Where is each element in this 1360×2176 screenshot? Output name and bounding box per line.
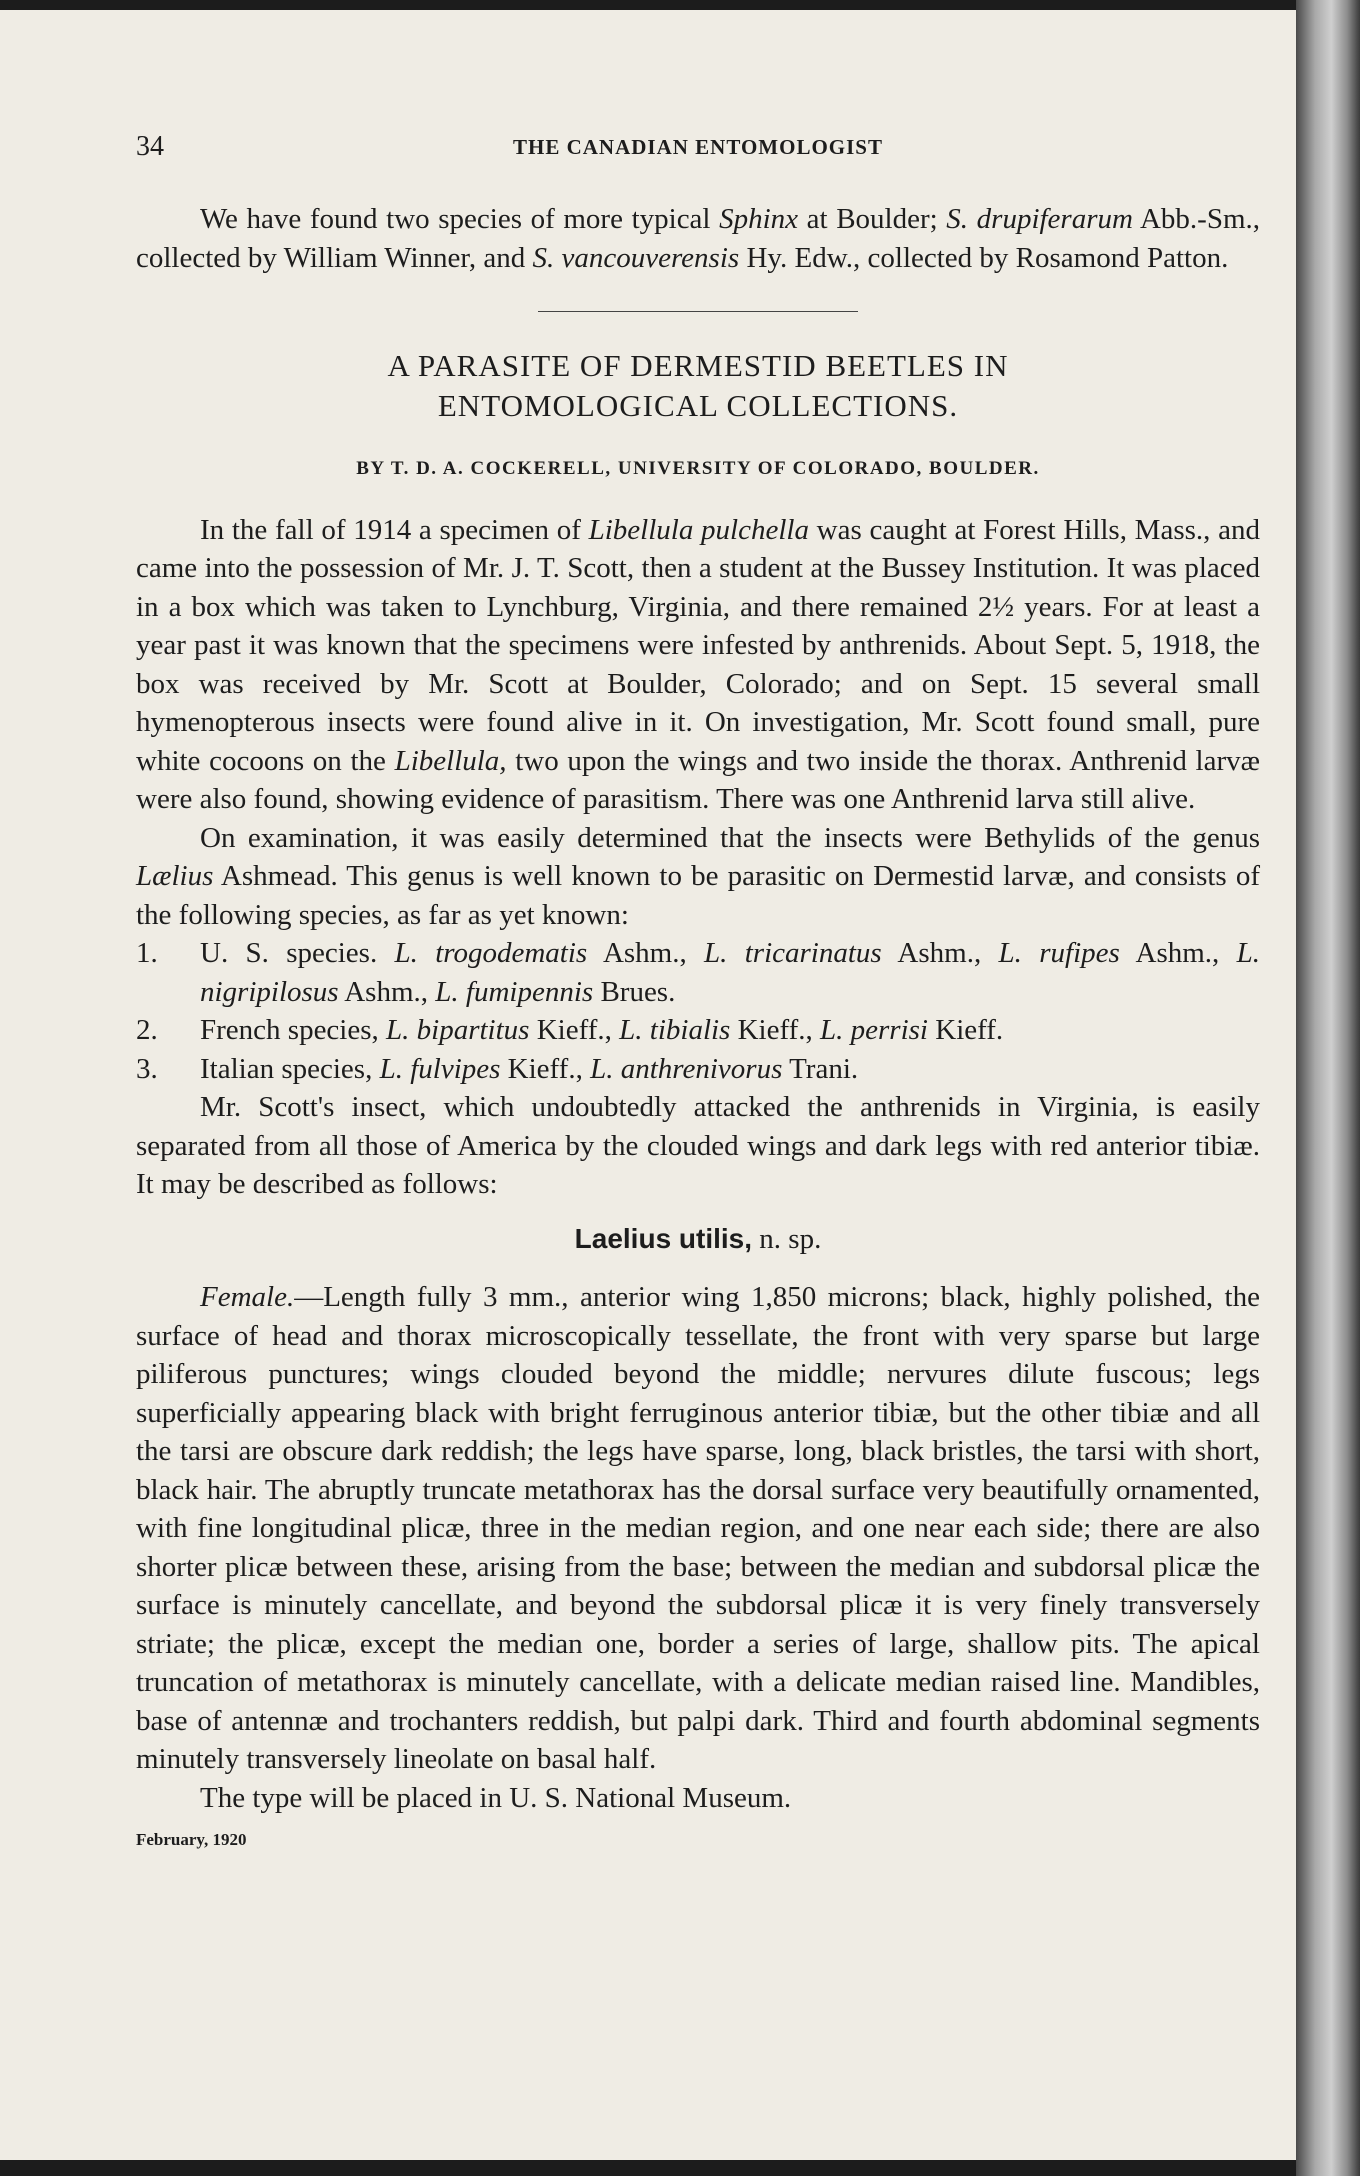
journal-page: [0, 10, 1296, 2160]
species-list-item: 3. Italian species, L. fulvipes Kieff., L. anthrenivorus Trani.: [136, 1052, 859, 1085]
body-paragraph-3: Mr. Scott's insect, which undoubtedly attacked the anthrenids in Virginia, is easily separated from all those of America by the clouded wings and dark legs with red anterior tibiæ. It may be described as follows:: [136, 1091, 1260, 1200]
body-paragraph-2: On examination, it was easily determined that the insects were Bethylids of the genus Lælius Ashmead. This genus is well known to be parasitic on Dermestid larvæ, and consists of the following species, as far as yet known:: [136, 821, 1260, 931]
article-title-line-1: A PARASITE OF DERMESTID BEETLES IN: [387, 348, 1009, 383]
body-paragraph-1: In the fall of 1914 a specimen of Libellula pulchella was caught at Forest Hills, Mass., and came into the possession of Mr. J. T. Scott, then a student at the Bussey Institution. It was placed in a box which was taken to Lynchburg, Virginia, and there remained 2½ years. For at least a year past it was known that the specimens were infested by anthrenids. About Sept. 5, 1918, the box was received by Mr. Scott at Boulder, Colorado; and on Sept. 15 several small hymenopterous insects were found alive in it. On investigation, Mr. Scott found small, pure white cocoons on the Libellula, two upon the wings and two inside the thorax. Anthrenid larvæ were also found, showing evidence of parasitism. There was one Anthrenid larva still alive.: [136, 513, 1260, 815]
description-paragraph: Female.—Length fully 3 mm., anterior wing 1,850 microns; black, highly polished, the surface of head and thorax microscopically tessellate, the front with very sparse but large piliferous punctures; wings clouded beyond the middle; nervures dilute fuscous; legs superficially appearing black with bright ferruginous anterior tibiæ, but the other tibiæ and all the tarsi are obscure dark reddish; the legs have sparse, long, black bristles, the tarsi with short, black hair. The abruptly truncate metathorax has the dorsal surface very beautifully ornamented, with fine longitudinal plicæ, three in the median region, and one near each side; there are also shorter plicæ between these, arising from the base; between the median and subdorsal plicæ the surface is minutely cancellate, and beyond the subdorsal plicæ it is very finely transversely striate; the plicæ, except the median one, border a series of large, shallow pits. The apical truncation of metathorax is minutely cancellate, with a delicate median raised line. Mandibles, base of antennæ and trochanters reddish, but palpi dark. Third and fourth abdominal segments minutely transversely lineolate on basal half.: [136, 1281, 1260, 1775]
intro-paragraph: We have found two species of more typical Sphinx at Boulder; S. drupiferarum Abb.-Sm., collected by William Winner, and S. vancouverensis Hy. Edw., collected by Rosamond Patton.: [136, 203, 1260, 274]
species-list-item: 1. U. S. species. L. trogodematis Ashm., L. tricarinatus Ashm., L. rufipes Ashm., L. nigripilosus Ashm., L. fumipennis Brues.: [136, 937, 1261, 1008]
closing-paragraph: The type will be placed in U. S. National Museum.: [200, 1781, 792, 1814]
species-name: Laelius utilis,: [574, 1222, 753, 1254]
article-title: [136, 346, 1260, 426]
species-suffix: n. sp.: [752, 1222, 822, 1255]
page-content: [136, 128, 1260, 1860]
description-lead: Female.: [200, 1281, 295, 1313]
book-spine-edge: [1296, 0, 1360, 2176]
section-divider: [538, 311, 858, 312]
issue-date: February, 1920: [136, 1830, 247, 1849]
species-list-item: 2. French species, L. bipartitus Kieff., L. tibialis Kieff., L. perrisi Kieff.: [136, 1014, 1004, 1046]
running-head: THE CANADIAN ENTOMOLOGIST: [512, 135, 883, 159]
species-list: [136, 934, 1260, 1088]
page-header: [136, 128, 1260, 166]
article-byline: BY T. D. A. COCKERELL, UNIVERSITY OF COLORADO, BOULDER.: [356, 458, 1040, 479]
article-title-line-2: ENTOMOLOGICAL COLLECTIONS.: [437, 388, 959, 423]
page-number: 34: [136, 131, 164, 162]
species-heading: [136, 1220, 1260, 1259]
